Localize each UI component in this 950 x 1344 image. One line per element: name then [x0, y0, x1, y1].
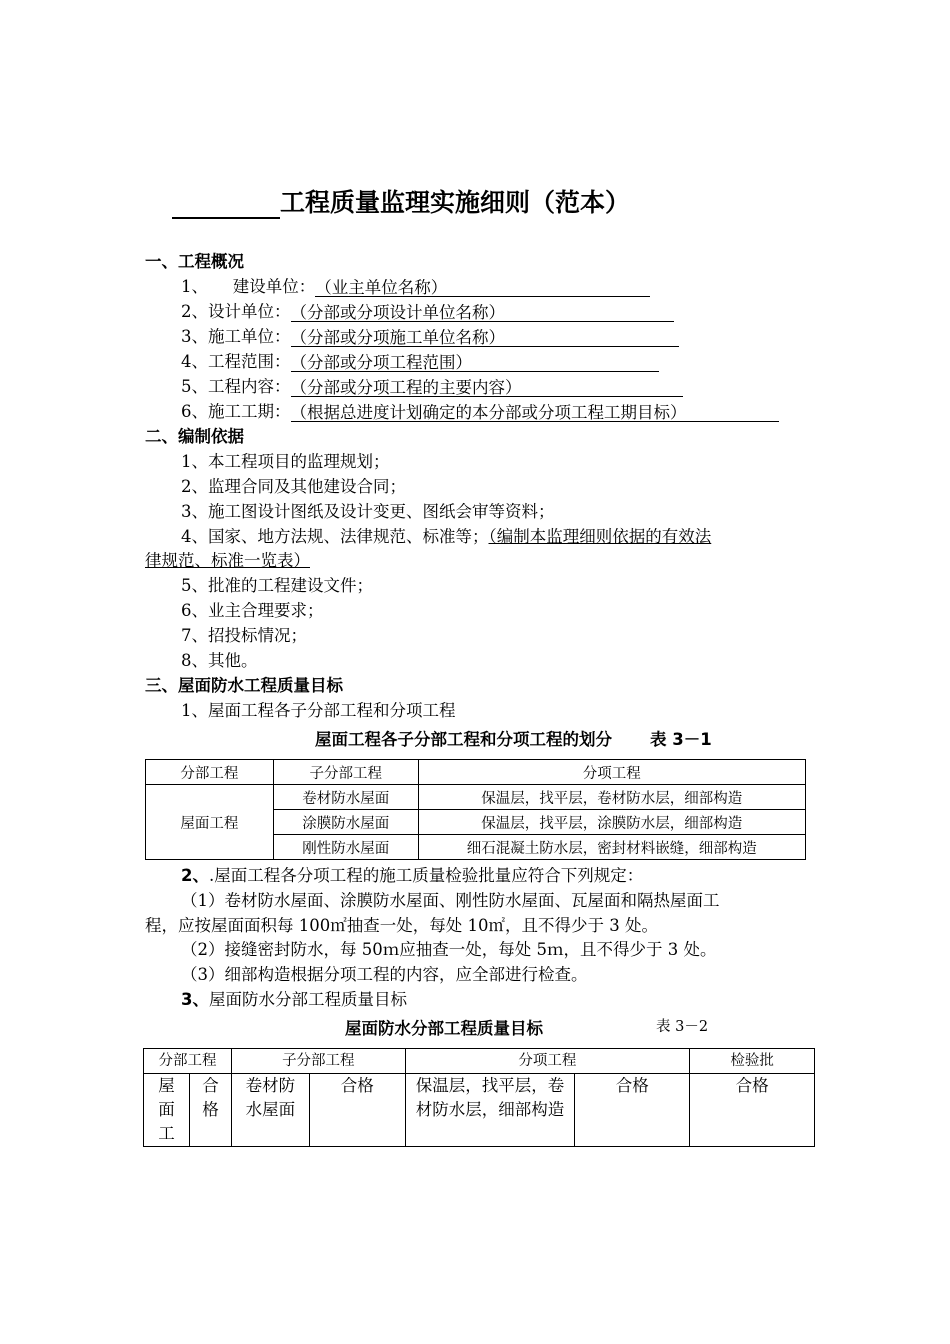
table1-header-row: [146, 760, 806, 785]
s3-para-2a-cont: 程，应按屋面面积每 100㎡抽查一处，每处 10㎡，且不得少于 3 处。: [145, 916, 658, 935]
s2-item-7: 7、招投标情况；: [181, 626, 307, 645]
section-3-heading: 三、屋面防水工程质量目标: [145, 676, 343, 695]
table1-sub-cell: 涂膜防水屋面: [273, 810, 418, 835]
title-blank: [172, 191, 280, 219]
section-1-heading: 一、工程概况: [145, 252, 244, 271]
s2-item-1: 1、本工程项目的监理规划；: [181, 452, 390, 471]
s1-item-3: 3、施工单位：（分部或分项施工单位名称）: [181, 327, 679, 347]
table-row: [144, 1074, 815, 1147]
document-title: 工程质量监理实施细则（范本）: [172, 183, 630, 219]
s1-item-4: 4、工程范围：（分部或分项工程范围）: [181, 352, 659, 372]
table2-items-grade: 合格: [575, 1074, 690, 1147]
table2-batch-grade: 合格: [690, 1074, 815, 1147]
table2-part-cell: 屋面工: [144, 1074, 190, 1147]
table-row: [146, 785, 806, 810]
table2-sub-grade: 合格: [309, 1074, 405, 1147]
s3-para-2: 2、.屋面工程各分项工程的施工质量检验批量应符合下列规定：: [181, 866, 644, 885]
s3-para-2c: （3）细部构造根据分项工程的内容，应全部进行检查。: [181, 965, 588, 984]
table2-number: 表 3－2: [656, 1019, 709, 1035]
table2-header: 子分部工程: [231, 1049, 405, 1074]
s2-item-3: 3、施工图设计图纸及设计变更、图纸会审等资料；: [181, 502, 555, 521]
table2-header: 分项工程: [405, 1049, 690, 1074]
table1-header: 子分部工程: [273, 760, 418, 785]
s1-item-2: 2、设计单位：（分部或分项设计单位名称）: [181, 302, 674, 322]
s2-item-5: 5、批准的工程建设文件；: [181, 576, 373, 595]
table2-part-grade: 合格: [189, 1074, 231, 1147]
s2-item-4: 4、国家、地方法规、法律规范、标准等；（编制本监理细则依据的有效法: [181, 527, 712, 546]
s3-para-2b: （2）接缝密封防水，每 50ｍ应抽查一处，每处 5ｍ，且不得少于 3 处。: [181, 940, 717, 959]
s3-para-3: 3、屋面防水分部工程质量目标: [181, 990, 407, 1009]
s2-item-4-cont: 律规范、标准一览表）: [145, 551, 310, 570]
table1-items-cell: 保温层，找平层，涂膜防水层，细部构造: [418, 810, 805, 835]
table1-items-cell: 保温层，找平层，卷材防水层，细部构造: [418, 785, 805, 810]
table2-header-row: [144, 1049, 815, 1074]
s1-item-5: 5、工程内容：（分部或分项工程的主要内容）: [181, 377, 683, 397]
s3-para-1: 1、屋面工程各子分部工程和分项工程: [181, 701, 456, 720]
s2-item-8: 8、其他。: [181, 651, 258, 670]
s1-item-1: 1、 建设单位：（业主单位名称）: [181, 277, 650, 297]
table1-sub-cell: 刚性防水屋面: [273, 835, 418, 860]
table1-header: 分项工程: [418, 760, 805, 785]
s2-item-6: 6、业主合理要求；: [181, 601, 324, 620]
table2-caption: 屋面防水分部工程质量目标: [345, 1019, 543, 1038]
s1-item-6: 6、施工工期：（根据总进度计划确定的本分部或分项工程工期目标）: [181, 402, 779, 422]
table2-header: 检验批: [690, 1049, 815, 1074]
section-2-heading: 二、编制依据: [145, 427, 244, 446]
table2-sub-cell: 卷材防水屋面: [231, 1074, 309, 1147]
table1-part-cell: 屋面工程: [146, 785, 274, 860]
s2-item-2: 2、监理合同及其他建设合同；: [181, 477, 406, 496]
table-1: [145, 759, 806, 860]
table1-items-cell: 细石混凝土防水层，密封材料嵌缝，细部构造: [418, 835, 805, 860]
table1-header: 分部工程: [146, 760, 274, 785]
table-2: [143, 1048, 815, 1147]
table2-header: 分部工程: [144, 1049, 232, 1074]
table1-caption: 屋面工程各子分部工程和分项工程的划分 表 3－1: [315, 730, 712, 749]
table2-items-cell: 保温层，找平层，卷材防水层，细部构造: [405, 1074, 575, 1147]
s3-para-2a: （1）卷材防水屋面、涂膜防水屋面、刚性防水屋面、瓦屋面和隔热屋面工: [181, 891, 720, 910]
table1-sub-cell: 卷材防水屋面: [273, 785, 418, 810]
